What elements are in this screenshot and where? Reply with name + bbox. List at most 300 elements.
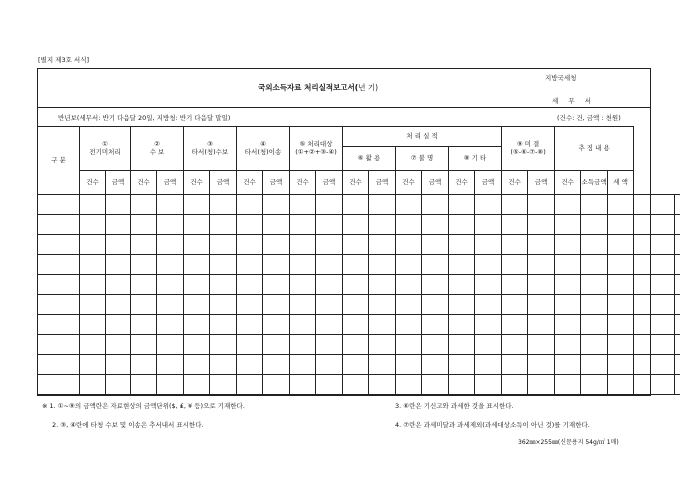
table-cell[interactable]	[80, 215, 106, 235]
table-cell[interactable]	[369, 375, 396, 395]
table-cell[interactable]	[80, 375, 106, 395]
table-cell[interactable]	[184, 355, 210, 375]
table-cell[interactable]	[369, 295, 396, 315]
table-cell[interactable]	[210, 255, 237, 275]
table-cell[interactable]	[608, 315, 634, 335]
table-cell[interactable]	[675, 195, 680, 215]
table-cell[interactable]	[263, 315, 290, 335]
table-cell[interactable]	[210, 375, 237, 395]
table-cell[interactable]	[316, 295, 343, 315]
table-cell[interactable]	[422, 195, 449, 215]
table-cell[interactable]	[528, 335, 555, 355]
table-cell[interactable]	[263, 235, 290, 255]
table-cell[interactable]	[528, 355, 555, 375]
table-cell[interactable]	[581, 275, 608, 295]
table-cell[interactable]	[634, 315, 675, 335]
table-cell[interactable]	[184, 295, 210, 315]
table-cell[interactable]	[38, 235, 80, 255]
table-row	[38, 355, 680, 375]
table-cell[interactable]	[634, 335, 675, 355]
table-cell[interactable]	[237, 195, 263, 215]
table-cell[interactable]	[528, 195, 555, 215]
table-cell[interactable]	[581, 355, 608, 375]
unknown-header: ⑦ 불 명	[396, 147, 449, 171]
table-cell[interactable]	[634, 275, 675, 295]
count-header: 건수	[290, 171, 316, 195]
table-cell[interactable]	[581, 195, 608, 215]
table-cell[interactable]	[581, 255, 608, 275]
table-cell[interactable]	[555, 315, 581, 335]
table-cell[interactable]	[106, 315, 131, 335]
table-cell[interactable]	[184, 195, 210, 215]
table-cell[interactable]	[422, 275, 449, 295]
table-cell[interactable]	[422, 255, 449, 275]
amount-header: 금액	[157, 171, 184, 195]
table-cell[interactable]	[634, 235, 675, 255]
table-cell[interactable]	[106, 275, 131, 295]
table-cell[interactable]	[475, 195, 502, 215]
table-cell[interactable]	[608, 275, 634, 295]
prev-unprocessed-header: ① 전기미처리	[80, 127, 131, 171]
table-cell[interactable]	[675, 295, 680, 315]
table-cell[interactable]	[80, 195, 106, 215]
amount-header: 금액	[316, 171, 343, 195]
table-cell[interactable]	[157, 375, 184, 395]
note-3: 3. ⑥란은 기신고와 과세한 것을 표시한다.	[395, 402, 514, 410]
table-row	[38, 275, 680, 295]
table-cell[interactable]	[502, 315, 528, 335]
results-table	[37, 126, 680, 395]
table-cell[interactable]	[38, 355, 80, 375]
table-cell[interactable]	[369, 215, 396, 235]
table-cell[interactable]	[581, 315, 608, 335]
other-header: ⑧ 기 타	[449, 147, 502, 171]
table-cell[interactable]	[80, 295, 106, 315]
table-cell[interactable]	[157, 315, 184, 335]
table-cell[interactable]	[210, 295, 237, 315]
table-cell[interactable]	[210, 315, 237, 335]
table-row	[38, 335, 680, 355]
amount-header: 금액	[422, 171, 449, 195]
table-cell[interactable]	[290, 215, 316, 235]
table-cell[interactable]	[581, 295, 608, 315]
table-cell[interactable]	[422, 335, 449, 355]
table-cell[interactable]	[38, 295, 80, 315]
table-cell[interactable]	[502, 275, 528, 295]
table-cell[interactable]	[449, 235, 475, 255]
table-cell[interactable]	[237, 235, 263, 255]
table-cell[interactable]	[475, 335, 502, 355]
table-cell[interactable]	[396, 195, 422, 215]
table-cell[interactable]	[555, 295, 581, 315]
table-cell[interactable]	[316, 195, 343, 215]
table-cell[interactable]	[449, 335, 475, 355]
table-cell[interactable]	[581, 375, 608, 395]
table-cell[interactable]	[157, 295, 184, 315]
table-cell[interactable]	[184, 335, 210, 355]
table-cell[interactable]	[210, 275, 237, 295]
table-cell[interactable]	[608, 375, 634, 395]
table-body	[38, 195, 680, 395]
table-cell[interactable]	[106, 215, 131, 235]
table-cell[interactable]	[502, 295, 528, 315]
table-cell[interactable]	[184, 255, 210, 275]
table-cell[interactable]	[555, 235, 581, 255]
report-title	[258, 82, 378, 93]
table-cell[interactable]	[80, 255, 106, 275]
table-cell[interactable]	[675, 235, 680, 255]
table-cell[interactable]	[396, 215, 422, 235]
table-cell[interactable]	[528, 275, 555, 295]
table-cell[interactable]	[210, 335, 237, 355]
table-cell[interactable]	[502, 195, 528, 215]
table-cell[interactable]	[581, 215, 608, 235]
table-cell[interactable]	[316, 275, 343, 295]
table-cell[interactable]	[237, 335, 263, 355]
table-cell[interactable]	[80, 235, 106, 255]
table-cell[interactable]	[316, 215, 343, 235]
table-cell[interactable]	[131, 315, 157, 335]
table-cell[interactable]	[263, 295, 290, 315]
paper-spec: 362㎜×255㎜(신문용지 54g/㎡ 1매)	[518, 439, 619, 446]
table-cell[interactable]	[528, 215, 555, 235]
table-cell[interactable]	[263, 375, 290, 395]
table-cell[interactable]	[555, 275, 581, 295]
table-cell[interactable]	[290, 295, 316, 315]
table-cell[interactable]	[608, 235, 634, 255]
count-header: 건수	[80, 171, 106, 195]
table-cell[interactable]	[290, 275, 316, 295]
table-cell[interactable]	[634, 375, 675, 395]
table-cell[interactable]	[106, 335, 131, 355]
table-cell[interactable]	[449, 355, 475, 375]
table-cell[interactable]	[608, 355, 634, 375]
table-cell[interactable]	[184, 215, 210, 235]
table-cell[interactable]	[131, 235, 157, 255]
table-cell[interactable]	[237, 215, 263, 235]
table-cell[interactable]	[475, 235, 502, 255]
table-cell[interactable]	[422, 295, 449, 315]
table-cell[interactable]	[157, 355, 184, 375]
table-cell[interactable]	[184, 235, 210, 255]
table-cell[interactable]	[184, 275, 210, 295]
table-cell[interactable]	[502, 375, 528, 395]
table-cell[interactable]	[157, 255, 184, 275]
table-row	[38, 315, 680, 335]
amount-header: 금액	[263, 171, 290, 195]
table-cell[interactable]	[396, 315, 422, 335]
table-cell[interactable]	[316, 315, 343, 335]
table-cell[interactable]	[422, 315, 449, 335]
table-cell[interactable]	[502, 235, 528, 255]
table-row	[38, 375, 680, 395]
target-header: ⑤ 처리대상 (①+②+③-④)	[290, 127, 343, 171]
table-cell[interactable]	[528, 375, 555, 395]
amount-header: 금액	[528, 171, 555, 195]
table-cell[interactable]	[475, 315, 502, 335]
table-cell[interactable]	[263, 355, 290, 375]
table-cell[interactable]	[38, 375, 80, 395]
table-cell[interactable]	[449, 295, 475, 315]
table-cell[interactable]	[290, 355, 316, 375]
table-cell[interactable]	[80, 275, 106, 295]
tax-amount-header: 세 액	[608, 171, 634, 195]
table-cell[interactable]	[608, 295, 634, 315]
unit-note: (건수: 건, 금액 : 천원)	[557, 114, 621, 122]
table-cell[interactable]	[396, 275, 422, 295]
table-cell[interactable]	[157, 195, 184, 215]
table-cell[interactable]	[396, 295, 422, 315]
count-header: 건수	[396, 171, 422, 195]
table-cell[interactable]	[263, 335, 290, 355]
table-cell[interactable]	[290, 315, 316, 335]
table-cell[interactable]	[634, 255, 675, 275]
table-cell[interactable]	[369, 355, 396, 375]
table-cell[interactable]	[449, 255, 475, 275]
table-cell[interactable]	[131, 355, 157, 375]
table-cell[interactable]	[131, 295, 157, 315]
table-cell[interactable]	[131, 375, 157, 395]
table-cell[interactable]	[528, 255, 555, 275]
table-cell[interactable]	[634, 215, 675, 235]
table-cell[interactable]	[502, 335, 528, 355]
table-cell[interactable]	[343, 375, 369, 395]
table-cell[interactable]	[502, 255, 528, 275]
table-cell[interactable]	[237, 375, 263, 395]
table-cell[interactable]	[157, 215, 184, 235]
table-cell[interactable]	[528, 235, 555, 255]
table-row	[38, 195, 680, 215]
amount-header: 금액	[369, 171, 396, 195]
table-cell[interactable]	[555, 375, 581, 395]
amount-header: 금액	[210, 171, 237, 195]
table-cell[interactable]	[675, 355, 680, 375]
table-cell[interactable]	[131, 215, 157, 235]
table-cell[interactable]	[290, 255, 316, 275]
table-cell[interactable]	[80, 355, 106, 375]
table-cell[interactable]	[675, 335, 680, 355]
tax-office-label: 세 무 서	[552, 97, 595, 105]
table-cell[interactable]	[290, 375, 316, 395]
divider-top	[37, 107, 651, 108]
table-cell[interactable]	[369, 275, 396, 295]
utilized-header: ⑥ 활 용	[343, 147, 396, 171]
table-cell[interactable]	[38, 275, 80, 295]
title-period: 년 기)	[358, 83, 379, 92]
table-cell[interactable]	[263, 255, 290, 275]
category-header: 구 분	[38, 127, 80, 195]
table-cell[interactable]	[237, 275, 263, 295]
table-cell[interactable]	[608, 255, 634, 275]
table-cell[interactable]	[131, 335, 157, 355]
table-cell[interactable]	[528, 295, 555, 315]
table-cell[interactable]	[106, 255, 131, 275]
table-cell[interactable]	[184, 315, 210, 335]
table-cell[interactable]	[422, 215, 449, 235]
table-cell[interactable]	[502, 215, 528, 235]
table-cell[interactable]	[343, 215, 369, 235]
table-cell[interactable]	[675, 375, 680, 395]
processed-result-header: 처 리 실 적	[343, 127, 502, 147]
table-cell[interactable]	[237, 255, 263, 275]
table-cell[interactable]	[475, 355, 502, 375]
count-header: 건수	[237, 171, 263, 195]
amount-header: 금액	[475, 171, 502, 195]
table-cell[interactable]	[184, 375, 210, 395]
table-cell[interactable]	[422, 375, 449, 395]
table-row	[38, 255, 680, 275]
table-cell[interactable]	[316, 355, 343, 375]
table-cell[interactable]	[263, 195, 290, 215]
table-cell[interactable]	[475, 375, 502, 395]
table-cell[interactable]	[343, 235, 369, 255]
table-cell[interactable]	[316, 375, 343, 395]
table-cell[interactable]	[502, 355, 528, 375]
count-header: 건수	[555, 171, 581, 195]
table-cell[interactable]	[369, 315, 396, 335]
table-cell[interactable]	[106, 195, 131, 215]
table-cell[interactable]	[210, 195, 237, 215]
count-header: 건수	[343, 171, 369, 195]
table-cell[interactable]	[449, 375, 475, 395]
table-cell[interactable]	[608, 195, 634, 215]
table-cell[interactable]	[343, 275, 369, 295]
table-cell[interactable]	[396, 255, 422, 275]
table-cell[interactable]	[555, 335, 581, 355]
table-cell[interactable]	[290, 195, 316, 215]
table-cell[interactable]	[449, 315, 475, 335]
table-cell[interactable]	[290, 335, 316, 355]
count-header: 건수	[449, 171, 475, 195]
table-cell[interactable]	[131, 195, 157, 215]
table-cell[interactable]	[396, 335, 422, 355]
table-cell[interactable]	[675, 255, 680, 275]
table-cell[interactable]	[157, 275, 184, 295]
regional-office-label: 지방국세청	[545, 74, 577, 82]
table-cell[interactable]	[38, 255, 80, 275]
form-label: [별지 제3호 서식]	[38, 56, 90, 64]
table-cell[interactable]	[369, 335, 396, 355]
title-text: 국외소득자료 처리실적보고서(	[258, 83, 359, 92]
transfer-in-header: ③ 타서(청)수보	[184, 127, 237, 171]
table-cell[interactable]	[475, 255, 502, 275]
table-cell[interactable]	[581, 235, 608, 255]
table-cell[interactable]	[210, 215, 237, 235]
table-cell[interactable]	[422, 235, 449, 255]
table-cell[interactable]	[608, 215, 634, 235]
table-cell[interactable]	[343, 255, 369, 275]
table-row	[38, 295, 680, 315]
table-cell[interactable]	[80, 335, 106, 355]
table-cell[interactable]	[634, 295, 675, 315]
table-cell[interactable]	[38, 215, 80, 235]
table-cell[interactable]	[634, 195, 675, 215]
count-header: 건수	[184, 171, 210, 195]
table-cell[interactable]	[369, 195, 396, 215]
table-cell[interactable]	[555, 255, 581, 275]
table-row	[38, 215, 680, 235]
count-header: 건수	[502, 171, 528, 195]
table-cell[interactable]	[106, 235, 131, 255]
table-cell[interactable]	[106, 295, 131, 315]
table-cell[interactable]	[396, 235, 422, 255]
table-cell[interactable]	[449, 215, 475, 235]
table-cell[interactable]	[157, 235, 184, 255]
table-cell[interactable]	[475, 295, 502, 315]
table-cell[interactable]	[608, 335, 634, 355]
table-cell[interactable]	[38, 335, 80, 355]
table-cell[interactable]	[106, 355, 131, 375]
note-2: 2. ③, ④란에 타청 수보 및 이송은 추서내서 표시한다.	[52, 421, 204, 429]
table-cell[interactable]	[290, 235, 316, 255]
table-cell[interactable]	[131, 275, 157, 295]
table-cell[interactable]	[449, 275, 475, 295]
table-cell[interactable]	[210, 235, 237, 255]
table-cell[interactable]	[343, 295, 369, 315]
table-cell[interactable]	[422, 355, 449, 375]
income-amount-header: 소득금액	[581, 171, 608, 195]
table-cell[interactable]	[369, 235, 396, 255]
table-cell[interactable]	[263, 275, 290, 295]
table-cell[interactable]	[528, 315, 555, 335]
note-4: 4. ⑦란은 과세미달과 과세제외(과세대상소득이 아닌 것)를 기재한다.	[395, 421, 590, 429]
table-cell[interactable]	[369, 255, 396, 275]
transfer-out-header: ④ 타서(청)이송	[237, 127, 290, 171]
table-cell[interactable]	[106, 375, 131, 395]
table-cell[interactable]	[555, 195, 581, 215]
table-cell[interactable]	[263, 215, 290, 235]
table-cell[interactable]	[396, 355, 422, 375]
table-cell[interactable]	[675, 215, 680, 235]
assessment-header: 추 징 내 용	[555, 127, 634, 171]
table-cell[interactable]	[475, 275, 502, 295]
table-cell[interactable]	[38, 315, 80, 335]
table-cell[interactable]	[210, 355, 237, 375]
table-cell[interactable]	[316, 235, 343, 255]
table-cell[interactable]	[343, 195, 369, 215]
table-cell[interactable]	[634, 355, 675, 375]
table-cell[interactable]	[157, 335, 184, 355]
table-cell[interactable]	[555, 215, 581, 235]
table-cell[interactable]	[555, 355, 581, 375]
table-cell[interactable]	[343, 355, 369, 375]
table-cell[interactable]	[80, 315, 106, 335]
table-cell[interactable]	[237, 295, 263, 315]
received-header: ② 수 보	[131, 127, 184, 171]
table-cell[interactable]	[475, 215, 502, 235]
table-cell[interactable]	[675, 315, 680, 335]
table-cell[interactable]	[237, 355, 263, 375]
table-cell[interactable]	[316, 335, 343, 355]
note-1: ※ 1. ①~⑨의 금액란은 자료현상의 금액단위($, ₤, ¥ 등)으로 기재한다.	[42, 402, 245, 410]
table-cell[interactable]	[237, 315, 263, 335]
table-cell[interactable]	[131, 255, 157, 275]
table-cell[interactable]	[581, 335, 608, 355]
table-cell[interactable]	[675, 275, 680, 295]
subheader-row	[38, 171, 680, 195]
table-cell[interactable]	[343, 335, 369, 355]
table-cell[interactable]	[343, 315, 369, 335]
table-row	[38, 235, 680, 255]
table-cell[interactable]	[316, 255, 343, 275]
report-period-note: 반년보(세무서: 반기 다음달 20일, 지방청: 반기 다음달 말일)	[58, 114, 231, 122]
table-cell[interactable]	[449, 195, 475, 215]
unfinished-header: ⑨ 미 결 (⑤-⑥-⑦-⑧)	[502, 127, 555, 171]
table-cell[interactable]	[396, 375, 422, 395]
count-header: 건수	[131, 171, 157, 195]
amount-header: 금액	[106, 171, 131, 195]
table-cell[interactable]	[38, 195, 80, 215]
